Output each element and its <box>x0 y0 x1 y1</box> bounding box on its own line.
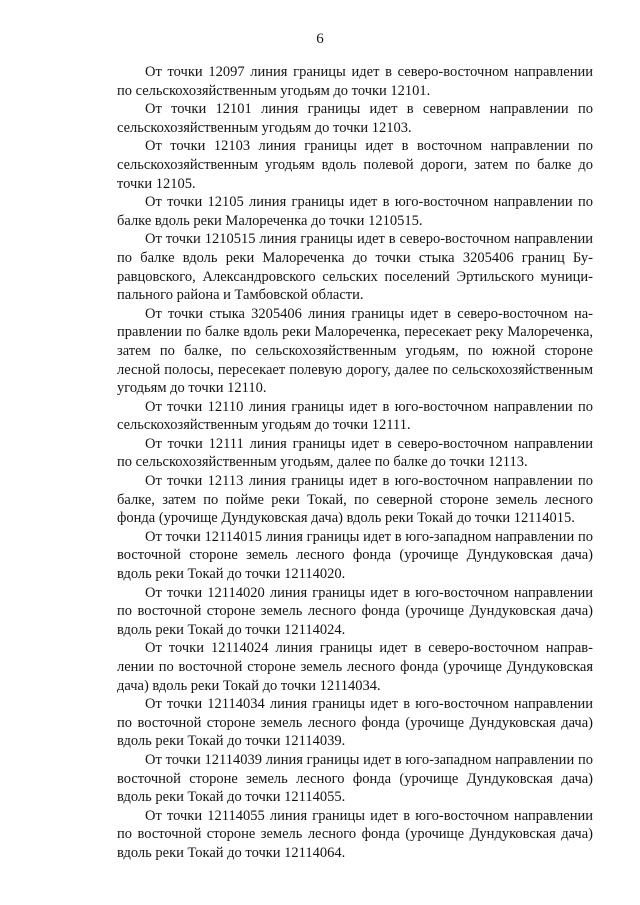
paragraph-10: От точки 12114015 линия границы идет в юго-западном направлении по восточной стороне земель лесного фонда (урочище Дундуковская дача) вдоль реки Токай до точки 12114020. <box>117 528 593 583</box>
paragraph-3: От точки 12103 линия границы идет в восточном направлении по сельскохозяйственным угодьям вдоль полевой дороги, затем по балке до точки 12105. <box>117 138 593 192</box>
paragraph-11: От точки 12114020 линия границы идет в юго-восточном направлении по восточной стороне земель лесного фонда (урочище Дундуковская дача) вдоль реки Токай до точки 12114024. <box>117 584 593 638</box>
paragraph-5: От точки 1210515 линия границы идет в северо-восточном направлении по балке вдоль реки Малореченка до точки стыка 3205406 границ Буравцовского, Александровского сельских поселений Эртильского муниципального района и Тамбовской области. <box>117 231 593 304</box>
paragraph-8: От точки 12111 линия границы идет в северо-восточном направлении по сельскохозяйственным угодьям, далее по балке до точки 12113. <box>117 435 593 471</box>
paragraph-12: От точки 12114024 линия границы идет в северо-восточном направлении по восточной стороне земель лесного фонда (урочище Дундуковская дача) вдоль реки Токай до точки 12114034. <box>117 640 593 694</box>
paragraph-7: От точки 12110 линия границы идет в юго-восточном направлении по сельскохозяйственным угодьям до точки 12111. <box>117 398 593 434</box>
paragraph-15: От точки 12114055 линия границы идет в юго-восточном направлении по восточной стороне земель лесного фонда (урочище Дундуковская дача) вдоль реки Токай до точки 12114064. <box>117 807 593 861</box>
paragraph-2: От точки 12101 линия границы идет в северном направлении по сельскохозяйственным угодьям до точки 12103. <box>117 101 593 136</box>
paragraph-14: От точки 12114039 линия границы идет в юго-западном направлении по восточной стороне земель лесного фонда (урочище Дундуковская дача) вдоль реки Токай до точки 12114055. <box>117 751 593 806</box>
document-body <box>117 63 593 863</box>
paragraph-9: От точки 12113 линия границы идет в юго-восточном направлении по балке, затем по пойме реки Токай, по северной стороне земель лесного фонда (урочище Дундуковская дача) вдоль реки Токай до точки 12114015. <box>117 473 593 527</box>
paragraph-1: От точки 12097 линия границы идет в северо-восточном направлении по сельскохозяйственным угодьям до точки 12101. <box>117 64 593 99</box>
paragraph-6: От точки стыка 3205406 линия границы идет в северо-восточном направлении по балке вдоль реки Малореченка, пересекает реку Малореченка, затем по балке, по сельскохозяйственным угодьям, по южной стороне лесной полосы, пересекает полевую дорогу, далее по сельскохозяйственным угодьям до точки 12110. <box>117 305 593 397</box>
page-number: 6 <box>316 31 324 47</box>
paragraph-4: От точки 12105 линия границы идет в юго-восточном направлении по балке вдоль реки Малореченка до точки 1210515. <box>117 194 593 229</box>
paragraph-13: От точки 12114034 линия границы идет в юго-восточном направлении по восточной стороне земель лесного фонда (урочище Дундуковская дача) вдоль реки Токай до точки 12114039. <box>117 696 593 750</box>
